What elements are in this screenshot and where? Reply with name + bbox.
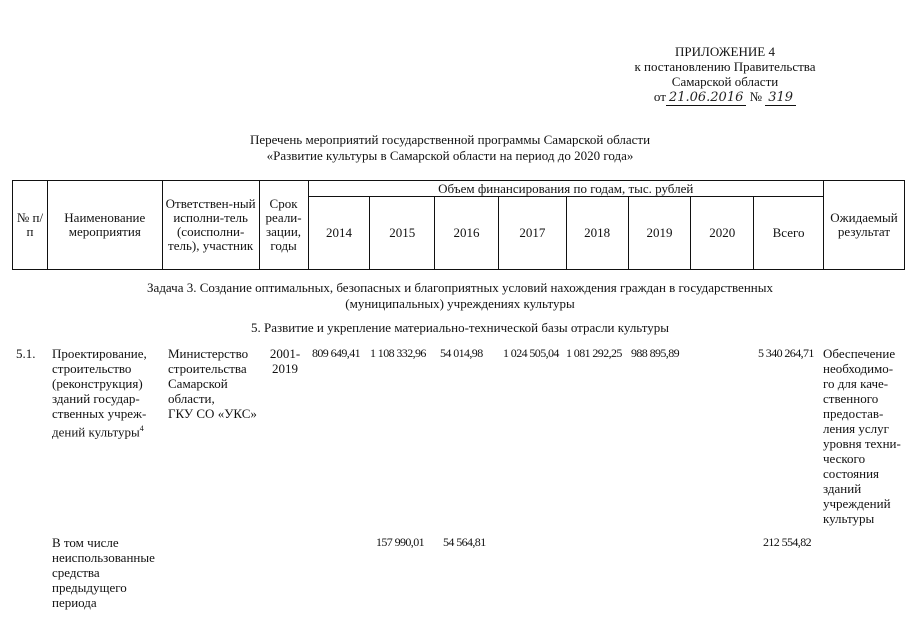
row-5-1-responsible-line: Министерство [168,346,249,361]
row-5-1-name-line: (реконструкция) [52,376,143,391]
row-5-1-name-line: строительство [52,361,132,376]
header-funding: Объем финансирования по годам, тыс. рублей [308,181,823,197]
header-result: Ожидаемый результат [823,181,904,270]
sub-row-value-total: 212 554,82 [763,535,812,549]
document-title [160,132,740,164]
row-5-1-name [52,346,164,439]
header-term: Срок реали-зации, годы [259,181,308,270]
number-prefix: № [749,89,763,104]
header-name: Наименование мероприятия [47,181,162,270]
header-year-2020: 2020 [691,197,754,270]
row-5-1-term-line: 2001- [269,346,301,361]
row-5-1-responsible-line: строительства [168,361,247,376]
header-table [12,180,905,270]
row-5-1-name-line: ственных учреж- [52,406,147,421]
task-3-line-1: Задача 3. Создание оптимальных, безопасных и благоприятных условий нахождения граждан в государственных [147,280,773,295]
subsection-5-heading: 5. Развитие и укрепление материально-технической базы отрасли культуры [251,320,669,335]
header-num: № п/п [13,181,48,270]
header-year-2015: 2015 [370,197,435,270]
row-5-1-num: 5.1. [16,346,36,361]
sub-row-name [52,535,164,610]
row-5-1-result-line: го для каче- [823,376,889,391]
row-5-1-result-line: ственного [823,391,879,406]
sub-row-name-line: предыдущего [52,580,127,595]
handwritten-date: 21.06.2016 [666,90,746,106]
row-5-1-value-2014: 809 649,41 [312,346,361,360]
header-responsible: Ответствен-ный исполни-тель (соисполни-тель), участник [162,181,259,270]
handwritten-number: 319 [765,90,796,106]
row-5-1-value-total: 5 340 264,71 [758,346,814,360]
row-5-1-result-line: необходимо- [823,361,894,376]
row-5-1-value-2017: 1 024 505,04 [503,346,559,360]
row-5-1-name-line: зданий государ- [52,391,140,406]
row-5-1-result-line: предостав- [823,406,884,421]
row-5-1-result-line: культуры [823,511,875,526]
sub-row-name-line: неиспользованные [52,550,155,565]
task-3-heading [60,280,860,312]
appendix-block [595,44,855,105]
document-title-line-1: Перечень мероприятий государственной программы Самарской области [249,132,651,147]
header-year-2018: 2018 [566,197,628,270]
row-5-1-result-line: учреждений [823,496,891,511]
appendix-line-1: к постановлению Правительства [634,59,816,74]
row-5-1-result-line: Обеспечение [823,346,896,361]
sub-row-name-line: средства [52,565,100,580]
header-total: Всего [754,197,824,270]
row-5-1-name-line: Проектирование, [52,346,147,361]
header-year-2019: 2019 [628,197,691,270]
row-5-1-result [823,346,905,526]
row-5-1-term-line: 2019 [272,361,298,376]
row-5-1-responsible-line: области, [168,391,215,406]
row-5-1-value-2019: 988 895,89 [631,346,680,360]
row-5-1-result-line: уровня техни- [823,436,901,451]
row-5-1-term [266,346,304,376]
appendix-title: ПРИЛОЖЕНИЕ 4 [675,44,775,59]
row-5-1-responsible [168,346,264,421]
row-5-1-value-2018: 1 081 292,25 [566,346,622,360]
row-5-1-value-2015: 1 108 332,96 [370,346,426,360]
header-year-2016: 2016 [435,197,499,270]
header-year-2014: 2014 [308,197,370,270]
sub-row-name-line: периода [52,595,97,610]
document-title-line-2: «Развитие культуры в Самарской области на период до 2020 года» [266,148,634,163]
row-5-1-value-2016: 54 014,98 [440,346,483,360]
appendix-line-2: Самарской области [671,74,779,89]
date-prefix: от [653,89,666,104]
row-5-1-name-last: дений культуры [52,424,140,440]
appendix-date-line [595,89,855,105]
sub-row-value-2015: 157 990,01 [376,535,425,549]
row-5-1-result-line: ления услуг [823,421,889,436]
row-5-1-result-line: зданий [823,481,862,496]
row-5-1-responsible-line: ГКУ СО «УКС» [168,406,257,421]
row-5-1-result-line: ческого [823,451,866,466]
row-5-1-responsible-line: Самарской [168,376,228,391]
task-3-line-2: (муниципальных) учреждениях культуры [345,296,575,311]
row-5-1-name-line [52,421,164,439]
footnote-marker: 4 [139,424,144,433]
sub-row-value-2016: 54 564,81 [443,535,486,549]
row-5-1-result-line: состояния [823,466,879,481]
sub-row-name-line: В том числе [52,535,119,550]
header-year-2017: 2017 [498,197,566,270]
